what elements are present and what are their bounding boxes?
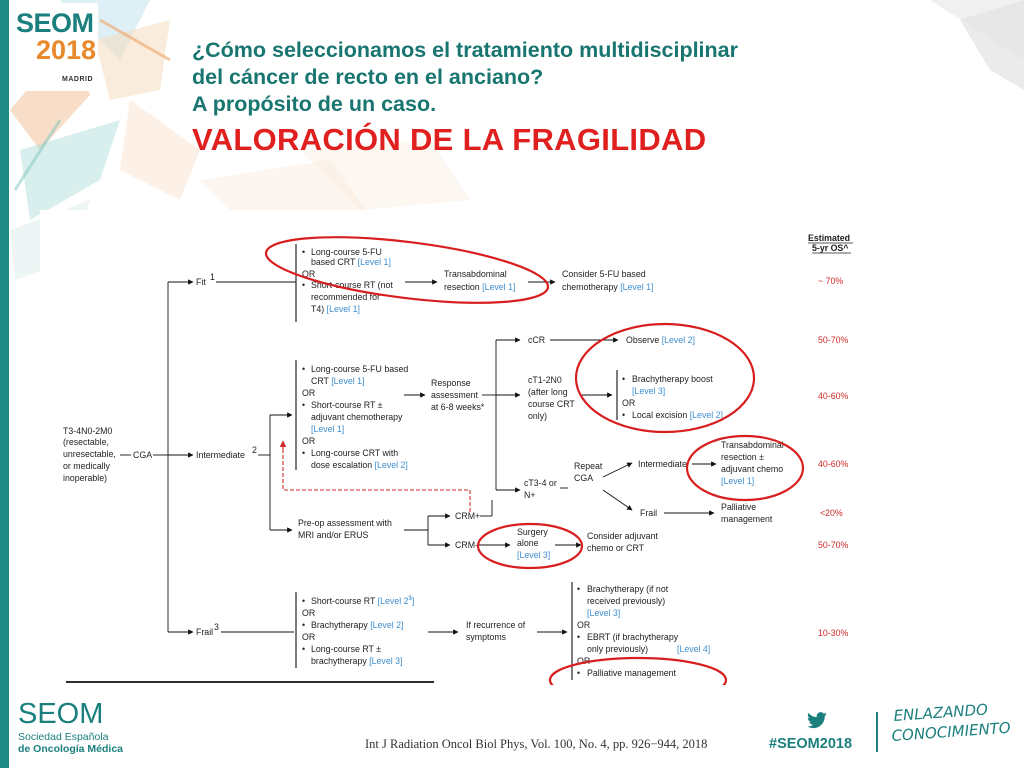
- repeat-cga-node: [574, 461, 603, 483]
- svg-text:•: •: [302, 364, 306, 374]
- logo-brand: SEOM: [16, 8, 94, 38]
- svg-text:•: •: [622, 410, 626, 420]
- frail-options: [302, 596, 414, 666]
- response-assessment: [431, 378, 485, 412]
- svg-text:•: •: [302, 280, 306, 290]
- svg-text:[Level 1]: [Level 1]: [721, 476, 755, 486]
- svg-text:brachytherapy [Level 3]: brachytherapy [Level 3]: [311, 656, 403, 666]
- os-header-1: Estimated: [808, 233, 851, 243]
- svg-text:Brachytherapy (if not: Brachytherapy (if not: [587, 584, 669, 594]
- os-value-fit: ~ 70%: [818, 276, 844, 286]
- svg-text:[Level 3]: [Level 3]: [632, 386, 666, 396]
- svg-text:cT3-4 or: cT3-4 or: [524, 478, 557, 488]
- fit-resection: [444, 269, 515, 292]
- os-value-crm: 50-70%: [818, 540, 849, 550]
- svg-text:Frail: Frail: [196, 627, 214, 637]
- svg-text:only): only): [528, 411, 548, 421]
- svg-text:•: •: [577, 668, 581, 678]
- frail2-node: Frail: [640, 508, 658, 518]
- recurrence-options: [577, 584, 710, 678]
- surgery-alone: [517, 527, 550, 560]
- svg-text:•: •: [302, 620, 306, 630]
- svg-text:Short-course RT [Level 2$]: Short-course RT [Level 2$]: [311, 596, 415, 606]
- os-value-frail2: <20%: [820, 508, 843, 518]
- logo-year: 2018: [36, 35, 97, 65]
- svg-text:Short-course RT ±: Short-course RT ±: [311, 400, 383, 410]
- recurrence-node: [466, 620, 526, 642]
- title-line-2: del cáncer de recto en el anciano?: [192, 65, 544, 89]
- frail2-outcome: [721, 502, 773, 524]
- start-node: [63, 426, 116, 483]
- footer-society-line1: Sociedad Española: [18, 731, 109, 743]
- svg-text:•: •: [302, 644, 306, 654]
- svg-text:1: 1: [210, 272, 215, 282]
- svg-text:resection ±: resection ±: [721, 452, 764, 462]
- svg-text:•: •: [302, 596, 306, 606]
- svg-text:Long-course 5-FU based: Long-course 5-FU based: [311, 364, 409, 374]
- svg-text:OR: OR: [577, 656, 591, 666]
- os-value-ct12: 40-60%: [818, 391, 849, 401]
- svg-text:•: •: [622, 374, 626, 384]
- svg-text:•: •: [302, 247, 306, 257]
- svg-text:[Level 3]: [Level 3]: [587, 608, 621, 618]
- svg-text:only previously): only previously): [587, 644, 649, 654]
- intermediate2-outcome: [721, 440, 784, 486]
- svg-text:Brachytherapy [Level 2]: Brachytherapy [Level 2]: [311, 620, 404, 630]
- svg-text:Consider adjuvant: Consider adjuvant: [587, 531, 658, 541]
- fit-node: [196, 272, 215, 287]
- svg-text:course CRT: course CRT: [528, 399, 575, 409]
- cga-node: CGA: [133, 450, 153, 460]
- svg-text:Brachytherapy boost: Brachytherapy boost: [632, 374, 713, 384]
- svg-text:OR: OR: [577, 620, 591, 630]
- svg-text:chemotherapy [Level 1]: chemotherapy [Level 1]: [562, 282, 654, 292]
- svg-text:CRT [Level 1]: CRT [Level 1]: [311, 376, 365, 386]
- intermediate-node: [196, 445, 257, 460]
- treatment-flowchart: [40, 210, 940, 685]
- svg-text:[Level 3]: [Level 3]: [517, 550, 551, 560]
- svg-text:•: •: [302, 448, 306, 458]
- crm-negative: CRM-: [455, 540, 478, 550]
- citation: Int J Radiation Oncol Biol Phys, Vol. 100, No. 4, pp. 926−944, 2018: [365, 737, 708, 751]
- svg-text:(after long: (after long: [528, 387, 568, 397]
- ct34-node: [524, 478, 557, 500]
- svg-text:Local excision [Level 2]: Local excision [Level 2]: [632, 410, 723, 420]
- svg-text:cT1-2N0: cT1-2N0: [528, 375, 562, 385]
- tagline-line2: CONOCIMIENTO: [891, 718, 1012, 745]
- svg-text:T4) [Level 1]: T4) [Level 1]: [311, 304, 360, 314]
- svg-text:unresectable,: unresectable,: [63, 449, 116, 459]
- crm-positive: CRM+: [455, 511, 481, 521]
- svg-text:symptoms: symptoms: [466, 632, 507, 642]
- svg-text:Pre-op assessment with: Pre-op assessment with: [298, 518, 392, 528]
- title-line-3: A propósito de un caso.: [192, 92, 437, 116]
- svg-text:adjuvant chemo: adjuvant chemo: [721, 464, 784, 474]
- svg-text:3: 3: [214, 622, 219, 632]
- footer-society-line2: de Oncología Médica: [18, 743, 124, 755]
- svg-text:N+: N+: [524, 490, 536, 500]
- svg-text:•: •: [577, 632, 581, 642]
- svg-text:adjuvant chemotherapy: adjuvant chemotherapy: [311, 412, 403, 422]
- svg-text:Response: Response: [431, 378, 471, 388]
- svg-text:alone: alone: [517, 538, 539, 548]
- logo-city: MADRID: [62, 76, 93, 83]
- flowchart-svg: [40, 210, 940, 685]
- preop-assessment: [298, 518, 392, 540]
- ccr-node: cCR: [528, 335, 546, 345]
- svg-text:assessment: assessment: [431, 390, 478, 400]
- svg-text:If recurrence of: If recurrence of: [466, 620, 526, 630]
- svg-text:OR: OR: [302, 388, 316, 398]
- os-value-frail: 10-30%: [818, 628, 849, 638]
- svg-text:(resectable,: (resectable,: [63, 437, 109, 447]
- svg-text:Surgery: Surgery: [517, 527, 548, 537]
- hashtag: #SEOM2018: [769, 736, 853, 752]
- svg-text:inoperable): inoperable): [63, 473, 108, 483]
- os-header-2: 5-yr OS^: [812, 243, 849, 253]
- svg-text:OR: OR: [302, 608, 316, 618]
- svg-text:recommended for: recommended for: [311, 292, 380, 302]
- twitter-icon[interactable]: [806, 712, 828, 730]
- observe-node: Observe [Level 2]: [626, 335, 695, 345]
- svg-text:Fit: Fit: [196, 277, 206, 287]
- svg-text:•: •: [302, 400, 306, 410]
- svg-text:•: •: [577, 584, 581, 594]
- svg-text:at 6-8 weeks*: at 6-8 weeks*: [431, 402, 485, 412]
- svg-text:Repeat: Repeat: [574, 461, 603, 471]
- svg-text:[Level 4]: [Level 4]: [677, 644, 711, 654]
- ct12-node: [528, 375, 575, 421]
- svg-text:Palliative management: Palliative management: [587, 668, 676, 678]
- os-value-int2: 40-60%: [818, 459, 849, 469]
- svg-text:based CRT [Level 1]: based CRT [Level 1]: [311, 257, 391, 267]
- brachy-boost-options: [622, 374, 723, 420]
- footer-separator: [876, 712, 878, 752]
- fit-chemo: [562, 269, 653, 292]
- title-line-1: ¿Cómo seleccionamos el tratamiento multidisciplinar: [192, 38, 738, 62]
- frail-node: [196, 622, 219, 637]
- svg-text:CGA: CGA: [574, 473, 594, 483]
- svg-text:received previously): received previously): [587, 596, 666, 606]
- svg-text:OR: OR: [302, 632, 316, 642]
- svg-text:OR: OR: [302, 436, 316, 446]
- intermediate-options: [302, 364, 408, 470]
- svg-text:Consider 5-FU based: Consider 5-FU based: [562, 269, 646, 279]
- svg-text:T3-4N0-2M0: T3-4N0-2M0: [63, 426, 113, 436]
- svg-text:2: 2: [252, 445, 257, 455]
- tagline-line1: ENLAZANDO: [893, 700, 989, 725]
- svg-text:or medically: or medically: [63, 461, 110, 471]
- svg-text:MRI and/or ERUS: MRI and/or ERUS: [298, 530, 369, 540]
- svg-text:Short-course RT (not: Short-course RT (not: [311, 280, 393, 290]
- svg-text:Transabdominal: Transabdominal: [444, 269, 507, 279]
- svg-text:dose escalation [Level 2]: dose escalation [Level 2]: [311, 460, 408, 470]
- intermediate2-node: Intermediate: [638, 459, 687, 469]
- svg-text:EBRT (if brachytherapy: EBRT (if brachytherapy: [587, 632, 679, 642]
- svg-text:Long-course CRT with: Long-course CRT with: [311, 448, 399, 458]
- svg-text:Palliative: Palliative: [721, 502, 757, 512]
- svg-text:management: management: [721, 514, 773, 524]
- svg-text:Long-course 5-FU: Long-course 5-FU: [311, 247, 382, 257]
- svg-text:Intermediate: Intermediate: [196, 450, 245, 460]
- svg-text:OR: OR: [622, 398, 636, 408]
- svg-text:resection [Level 1]: resection [Level 1]: [444, 282, 516, 292]
- svg-text:OR: OR: [302, 269, 316, 279]
- svg-text:[Level 1]: [Level 1]: [311, 424, 345, 434]
- svg-text:Transabdominal: Transabdominal: [721, 440, 784, 450]
- svg-text:Long-course RT ±: Long-course RT ±: [311, 644, 382, 654]
- consider-adjuvant: [587, 531, 658, 553]
- section-subtitle: VALORACIÓN DE LA FRAGILIDAD: [192, 122, 707, 157]
- os-value-ccr: 50-70%: [818, 335, 849, 345]
- svg-text:chemo or CRT: chemo or CRT: [587, 543, 645, 553]
- footer-seom-logo: SEOM: [18, 698, 104, 730]
